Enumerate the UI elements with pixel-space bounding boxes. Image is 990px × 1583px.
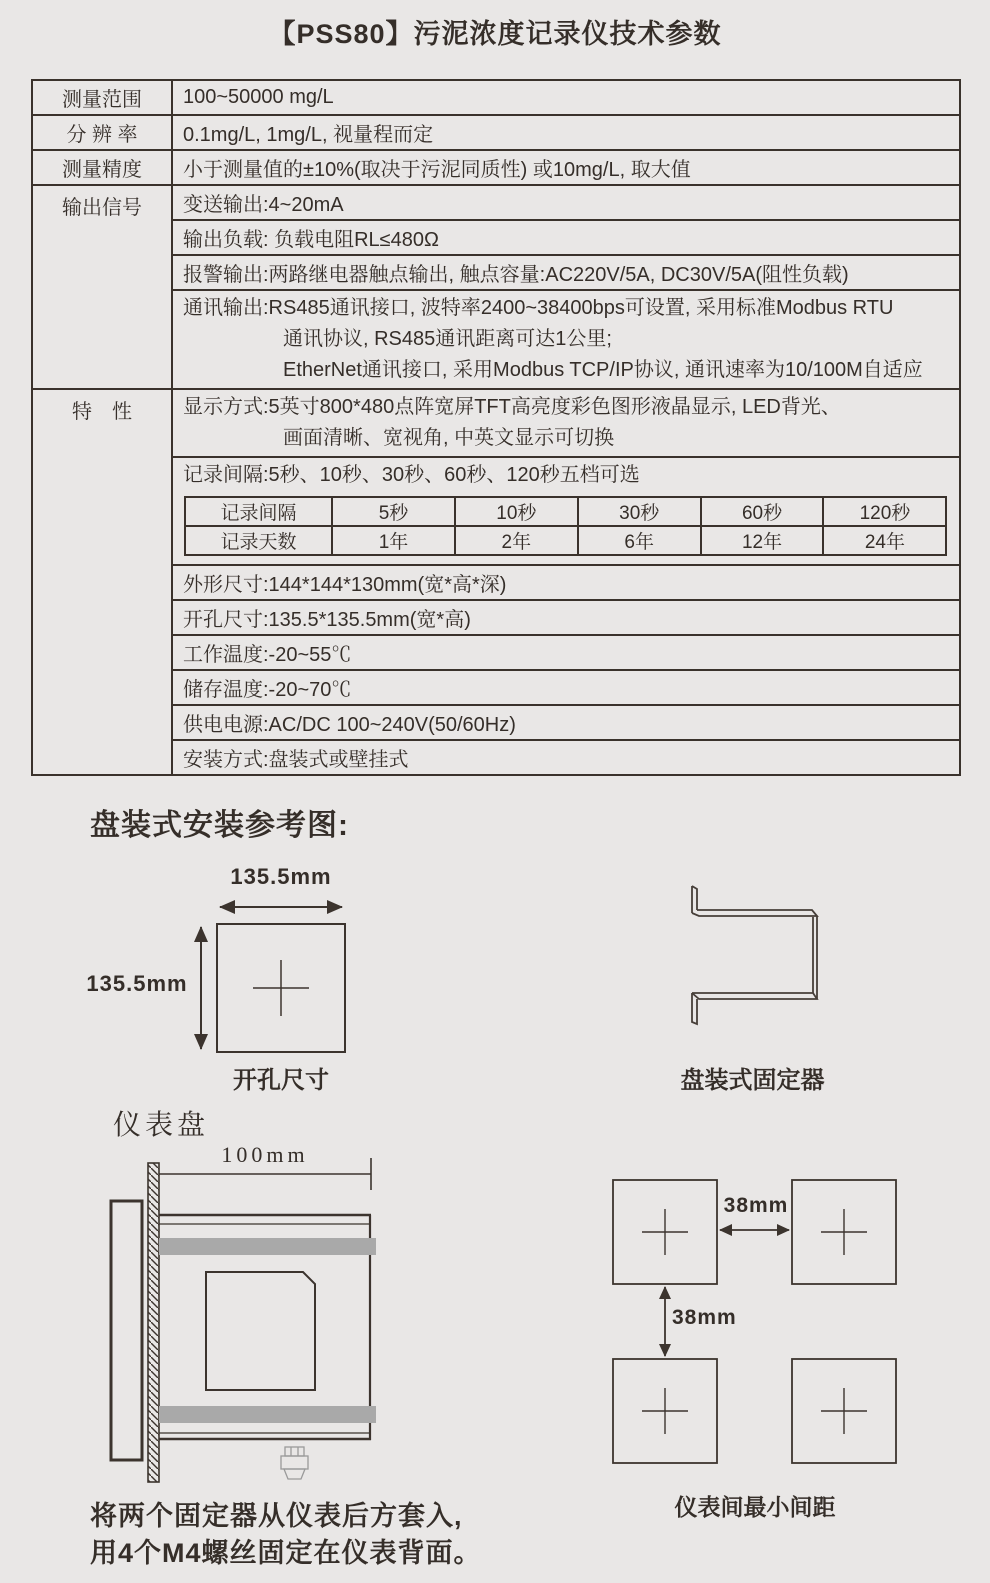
record-interval-text: 记录间隔:5秒、10秒、30秒、60秒、120秒五档可选 [183, 464, 640, 486]
record-cell: 5秒 [332, 497, 455, 526]
spec-label-range: 测量范围 [32, 80, 172, 115]
table-row [32, 670, 960, 705]
mounting-note-line-1: 将两个固定器从仪表后方套入, [90, 1501, 463, 1531]
instrument-front-bezel [111, 1201, 142, 1460]
table-row [32, 150, 960, 185]
panel-label: 仪表盘 [113, 1110, 210, 1141]
page-title: 【PSS80】污泥浓度记录仪技术参数 [268, 19, 722, 49]
record-cell: 2年 [455, 526, 578, 555]
table-row [32, 115, 960, 150]
table-row [32, 705, 960, 740]
spec-table [31, 79, 961, 776]
record-cell: 30秒 [578, 497, 701, 526]
rear-housing [206, 1272, 315, 1390]
record-cell: 60秒 [701, 497, 824, 526]
spec-value-display [172, 389, 960, 457]
side-width-label: 100mm [221, 1142, 309, 1167]
record-cell: 12年 [701, 526, 824, 555]
panel-hatched-bar [148, 1163, 159, 1482]
spec-value-transmit: 变送输出:4~20mA [172, 185, 960, 220]
table-row [32, 565, 960, 600]
display-line-2: 画面清晰、宽视角, 中英文显示可切换 [283, 427, 615, 449]
side-view-diagram [95, 1140, 385, 1485]
record-cell: 6年 [578, 526, 701, 555]
spec-value-work-temp: 工作温度:-20~55℃ [172, 635, 960, 670]
spec-value-power: 供电电源:AC/DC 100~240V(50/60Hz) [172, 705, 960, 740]
table-row [32, 600, 960, 635]
record-cell: 24年 [823, 526, 946, 555]
spec-value-resolution: 0.1mg/L, 1mg/L, 视量程而定 [172, 115, 960, 150]
section-title: 盘装式安装参考图: [90, 809, 349, 842]
table-row [32, 740, 960, 775]
spec-value-record [172, 457, 960, 565]
bracket-diagram [640, 860, 860, 1040]
spacing-v-label: 38mm [672, 1306, 737, 1329]
record-days-row [185, 526, 946, 555]
record-cell: 120秒 [823, 497, 946, 526]
spec-label-feature: 特 性 [32, 389, 172, 775]
table-row [32, 290, 960, 389]
table-row [32, 220, 960, 255]
spec-value-mounting: 安装方式:盘装式或壁挂式 [172, 740, 960, 775]
record-cell: 记录天数 [185, 526, 332, 555]
record-cell: 10秒 [455, 497, 578, 526]
record-table [184, 496, 947, 556]
record-interval-row [185, 497, 946, 526]
table-row [32, 389, 960, 457]
spec-value-range: 100~50000 mg/L [172, 80, 960, 115]
record-cell: 1年 [332, 526, 455, 555]
spacing-h-label: 38mm [723, 1194, 789, 1217]
comm-line-2: 通讯协议, RS485通讯距离可达1公里; [283, 328, 612, 350]
comm-line-3: EtherNet通讯接口, 采用Modbus TCP/IP协议, 通讯速率为10/100M自适应 [283, 359, 923, 381]
mount-bracket-bar-top [159, 1238, 376, 1255]
bracket-right-bar [813, 916, 817, 999]
spacing-caption: 仪表间最小间距 [674, 1494, 836, 1520]
spec-value-size: 外形尺寸:144*144*130mm(宽*高*深) [172, 565, 960, 600]
table-row [32, 635, 960, 670]
comm-line-1: 通讯输出:RS485通讯接口, 波特率2400~38400bps可设置, 采用标准Modbus RTU [183, 297, 894, 319]
spec-value-load: 输出负载: 负载电阻RL≤480Ω [172, 220, 960, 255]
bracket-top-flange [692, 886, 697, 913]
spec-value-cutout: 开孔尺寸:135.5*135.5mm(宽*高) [172, 600, 960, 635]
spec-label-resolution: 分 辨 率 [32, 115, 172, 150]
spec-label-accuracy: 测量精度 [32, 150, 172, 185]
bracket-caption: 盘装式固定器 [680, 1067, 825, 1094]
cutout-caption: 开孔尺寸 [233, 1067, 329, 1094]
cutout-width-label: 135.5mm [230, 864, 332, 889]
record-cell: 记录间隔 [185, 497, 332, 526]
table-row [32, 457, 960, 565]
spec-value-accuracy: 小于测量值的±10%(取决于污泥同质性) 或10mg/L, 取大值 [172, 150, 960, 185]
bracket-bottom-bar [692, 993, 817, 999]
cable-gland [281, 1447, 308, 1479]
table-row [32, 185, 960, 220]
mounting-note-line-2: 用4个M4螺丝固定在仪表背面。 [90, 1538, 482, 1568]
spec-value-storage-temp: 储存温度:-20~70℃ [172, 670, 960, 705]
table-row [32, 80, 960, 115]
display-line-1: 显示方式:5英寸800*480点阵宽屏TFT高亮度彩色图形液晶显示, LED背光、 [183, 396, 841, 418]
cutout-height-label: 135.5mm [86, 971, 188, 996]
spec-label-output: 输出信号 [32, 185, 172, 389]
bracket-top-bar [692, 910, 817, 916]
table-row [32, 255, 960, 290]
mount-bracket-bar-bottom [159, 1406, 376, 1423]
spec-value-comm [172, 290, 960, 389]
spec-value-alarm: 报警输出:两路继电器触点输出, 触点容量:AC220V/5A, DC30V/5A(阻性负载) [172, 255, 960, 290]
